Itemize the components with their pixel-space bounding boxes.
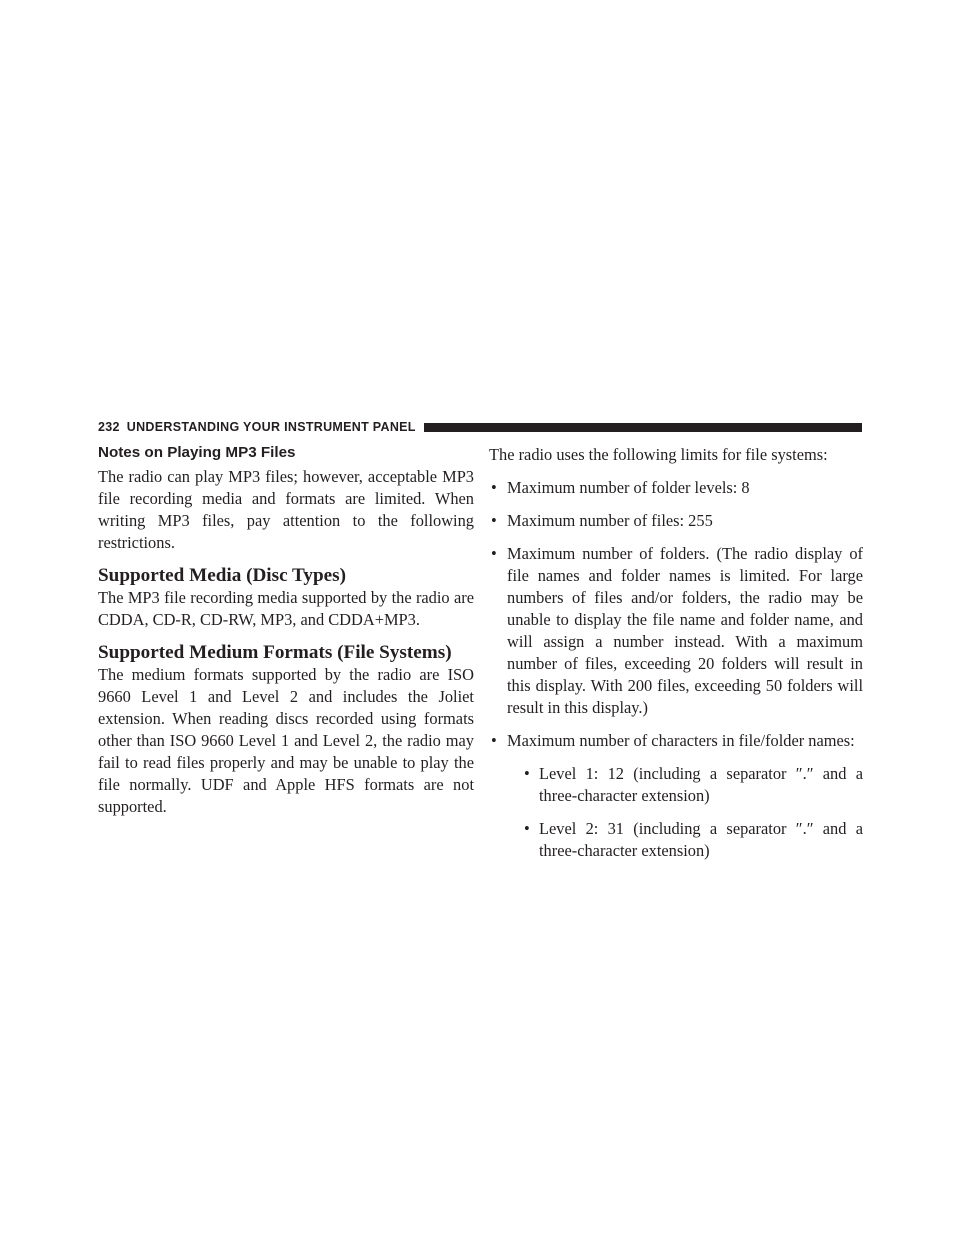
sub-list (507, 763, 863, 862)
list-item (489, 477, 863, 499)
sub-list-item-text: Level 2: 31 (including a separator ″.″ and a three-character extension) (539, 819, 863, 860)
section-title-header: UNDERSTANDING YOUR INSTRUMENT PANEL (126, 420, 416, 434)
right-column (489, 444, 863, 862)
bullet-icon: • (491, 544, 497, 563)
supported-formats-heading: Supported Medium Formats (File Systems) (98, 642, 452, 663)
bullet-icon: • (491, 511, 497, 530)
sub-list-item-text: Level 1: 12 (including a separator ″.″ and a three-character extension) (539, 764, 863, 805)
list-item-text: Maximum number of folders. (The radio display of file names and folder names is limited. For large numbers of files and/or folders, the radio may be unable to display the file name and folder name, and will assign a number instead. With a maximum number of files, exceeding 20 folders will result in this display. With 200 files, exceeding 50 folders will result in this display.) (507, 544, 863, 717)
list-item (489, 510, 863, 532)
supported-media-heading: Supported Media (Disc Types) (98, 565, 347, 586)
header-rule (424, 423, 862, 432)
limits-intro: The radio uses the following limits for file systems: (489, 445, 828, 464)
sub-list-item (523, 763, 863, 807)
section-heading: Notes on Playing MP3 Files (98, 444, 296, 461)
page-number: 232 (98, 420, 120, 434)
supported-formats-paragraph: The medium formats supported by the radio are ISO 9660 Level 1 and Level 2 and includes the Joliet extension. When reading discs recorded using formats other than ISO 9660 Level 1 and Level 2, the radio may fail to read files properly and may be unable to play the file normally. UDF and Apple HFS formats are not supported. (98, 665, 474, 816)
bullet-icon: • (524, 764, 530, 783)
intro-paragraph: The radio can play MP3 files; however, acceptable MP3 file recording media and formats are limited. When writing MP3 files, pay attention to the following restrictions. (98, 467, 474, 552)
list-item (489, 730, 863, 862)
supported-media-paragraph: The MP3 file recording media supported by the radio are CDDA, CD-R, CD-RW, MP3, and CDDA+MP3. (98, 588, 474, 629)
list-item-text: Maximum number of characters in file/folder names: (507, 731, 855, 750)
bullet-icon: • (524, 819, 530, 838)
bullet-icon: • (491, 731, 497, 750)
sub-list-item (523, 818, 863, 862)
page-header (98, 418, 862, 436)
left-column (98, 444, 474, 818)
list-item-text: Maximum number of files: 255 (507, 511, 713, 530)
bullet-icon: • (491, 478, 497, 497)
list-item-text: Maximum number of folder levels: 8 (507, 478, 750, 497)
list-item (489, 543, 863, 719)
limits-list (489, 477, 863, 862)
